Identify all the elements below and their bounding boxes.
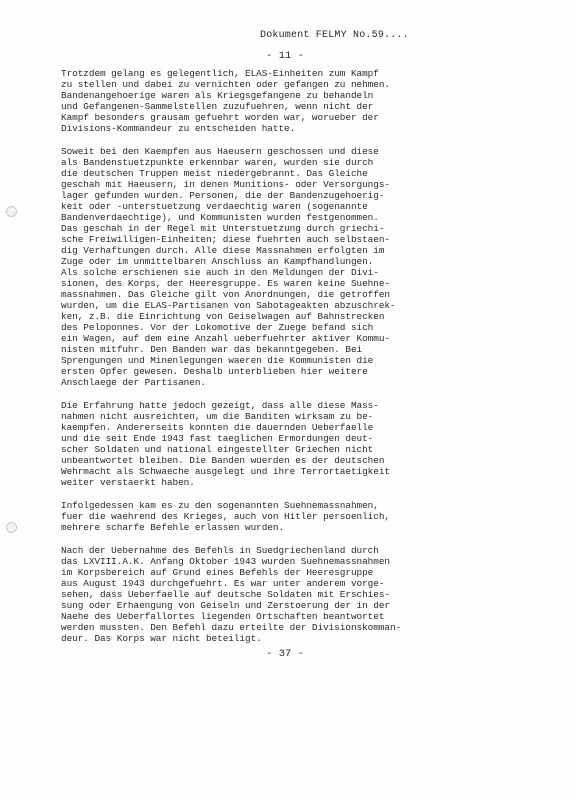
- text-line: mehrere scharfe Befehle erlassen wurden.: [61, 522, 285, 533]
- text-line: ersten Opfer gewesen. Deshalb unterblieben hier weitere: [61, 366, 368, 377]
- text-line: sung oder Erhaengung von Geiseln und Zerstoerung der in der: [61, 600, 390, 611]
- text-line: fuer die waehrend des Krieges, auch von Hitler persoenlich,: [61, 511, 390, 522]
- paragraph: [61, 146, 501, 388]
- punch-hole-mark: [6, 522, 17, 533]
- text-line: nahmen nicht ausreichten, um die Banditen wirksam zu be-: [61, 411, 374, 422]
- text-line: lager gefunden wurden. Personen, die der Bandenzugehoerig-: [61, 190, 385, 201]
- text-line: Wehrmacht als Schwaeche ausgelegt und ihre Terrortaetigkeit: [61, 466, 390, 477]
- text-line: Das geschah in der Regel mit Unterstuetzung durch griechi-: [61, 223, 385, 234]
- text-line: als Bandenstuetzpunkte erkennbar waren, wurden sie durch: [61, 157, 374, 168]
- text-line: Als solche erschienen sie auch in den Meldungen der Divi-: [61, 267, 379, 278]
- text-line: Trotzdem gelang es gelegentlich, ELAS-Einheiten zum Kampf: [61, 68, 379, 79]
- text-line: unbeantwortet bleiben. Die Banden wuerden es der deutschen: [61, 455, 385, 466]
- text-line: Sprengungen und Minenlegungen waeren die Kommunisten die: [61, 355, 374, 366]
- text-line: deur. Das Korps war nicht beteiligt.: [61, 633, 262, 644]
- text-line: Bandenangehoerige waren als Kriegsgefangene zu behandeln: [61, 90, 374, 101]
- text-line: im Korpsbereich auf Grund eines Befehls der Heeresgruppe: [61, 567, 374, 578]
- paragraph: [61, 400, 501, 488]
- text-line: die deutschen Truppen meist niedergebrannt. Das Gleiche: [61, 168, 368, 179]
- paragraph: [61, 500, 501, 533]
- page-number-top: - 11 -: [266, 50, 304, 62]
- text-line: aus August 1943 durchgefuehrt. Es war unter anderem vorge-: [61, 578, 385, 589]
- page-number-bottom: - 37 -: [266, 648, 304, 660]
- text-line: Nach der Uebernahme des Befehls in Suedgriechenland durch: [61, 545, 379, 556]
- text-line: kaempfen. Andererseits konnten die dauernden Ueberfaelle: [61, 422, 374, 433]
- text-line: das LXVIII.A.K. Anfang Oktober 1943 wurden Suehnemassnahmen: [61, 556, 390, 567]
- text-line: ein Wagen, auf dem eine Anzahl ueberfuehrter aktiver Kommu-: [61, 333, 390, 344]
- text-line: werden mussten. Den Befehl dazu erteilte der Divisionskomman-: [61, 622, 402, 633]
- text-line: wurden, um die ELAS-Partisanen von Sabotageakten abzuschrek-: [61, 300, 396, 311]
- text-line: ken, z.B. die Einrichtung von Geiselwagen auf Bahnstrecken: [61, 311, 385, 322]
- document-reference: Dokument FELMY No.59....: [260, 30, 409, 41]
- text-line: Anschlaege der Partisanen.: [61, 377, 206, 388]
- text-line: Bandenverdaechtige), und Kommunisten wurden festgenommen.: [61, 212, 379, 223]
- text-line: geschah mit Haeusern, in denen Munitions- oder Versorgungs-: [61, 179, 390, 190]
- paragraph: [61, 545, 501, 644]
- text-line: und die seit Ende 1943 fast taeglichen Ermordungen deut-: [61, 433, 374, 444]
- text-line: Naehe des Ueberfallortes liegenden Ortschaften beantwortet: [61, 611, 385, 622]
- text-line: Zuge oder im unmittelbaren Anschluss an Kampfhandlungen.: [61, 256, 374, 267]
- punch-hole-mark: [6, 206, 17, 217]
- document-body: [61, 68, 501, 656]
- text-line: nisten mitfuhr. Den Banden war das bekanntgegeben. Bei: [61, 344, 363, 355]
- text-line: keit oder -unterstuetzung verdaechtig waren (sogenannte: [61, 201, 368, 212]
- text-line: sionen, des Korps, der Heeresgruppe. Es waren keine Suehne-: [61, 278, 390, 289]
- text-line: sehen, dass Ueberfaelle auf deutsche Soldaten mit Erschies-: [61, 589, 390, 600]
- text-line: des Peloponnes. Vor der Lokomotive der Zuege befand sich: [61, 322, 374, 333]
- text-line: Soweit bei den Kaempfen aus Haeusern geschossen und diese: [61, 146, 379, 157]
- text-line: massnahmen. Das Gleiche gilt von Anordnungen, die getroffen: [61, 289, 390, 300]
- text-line: scher Soldaten und national eingestellter Griechen nicht: [61, 444, 374, 455]
- text-line: Divisions-Kommandeur zu entscheiden hatte.: [61, 123, 296, 134]
- text-line: zu stellen und dabei zu vernichten oder gefangen zu nehmen.: [61, 79, 390, 90]
- text-line: und Gefangenen-Sammelstellen zuzufuehren, wenn nicht der: [61, 101, 374, 112]
- paragraph: [61, 68, 501, 134]
- text-line: Kampf besonders grausam gefuehrt worden war, worueber der: [61, 112, 379, 123]
- text-line: Die Erfahrung hatte jedoch gezeigt, dass alle diese Mass-: [61, 400, 379, 411]
- text-line: dig Verhaftungen durch. Alle diese Massnahmen erfolgten im: [61, 245, 385, 256]
- text-line: Infolgedessen kam es zu den sogenannten Suehnemassnahmen,: [61, 500, 379, 511]
- text-line: sche Freiwilligen-Einheiten; diese fuehrten auch selbstaen-: [61, 234, 390, 245]
- text-line: weiter verstaerkt haben.: [61, 477, 195, 488]
